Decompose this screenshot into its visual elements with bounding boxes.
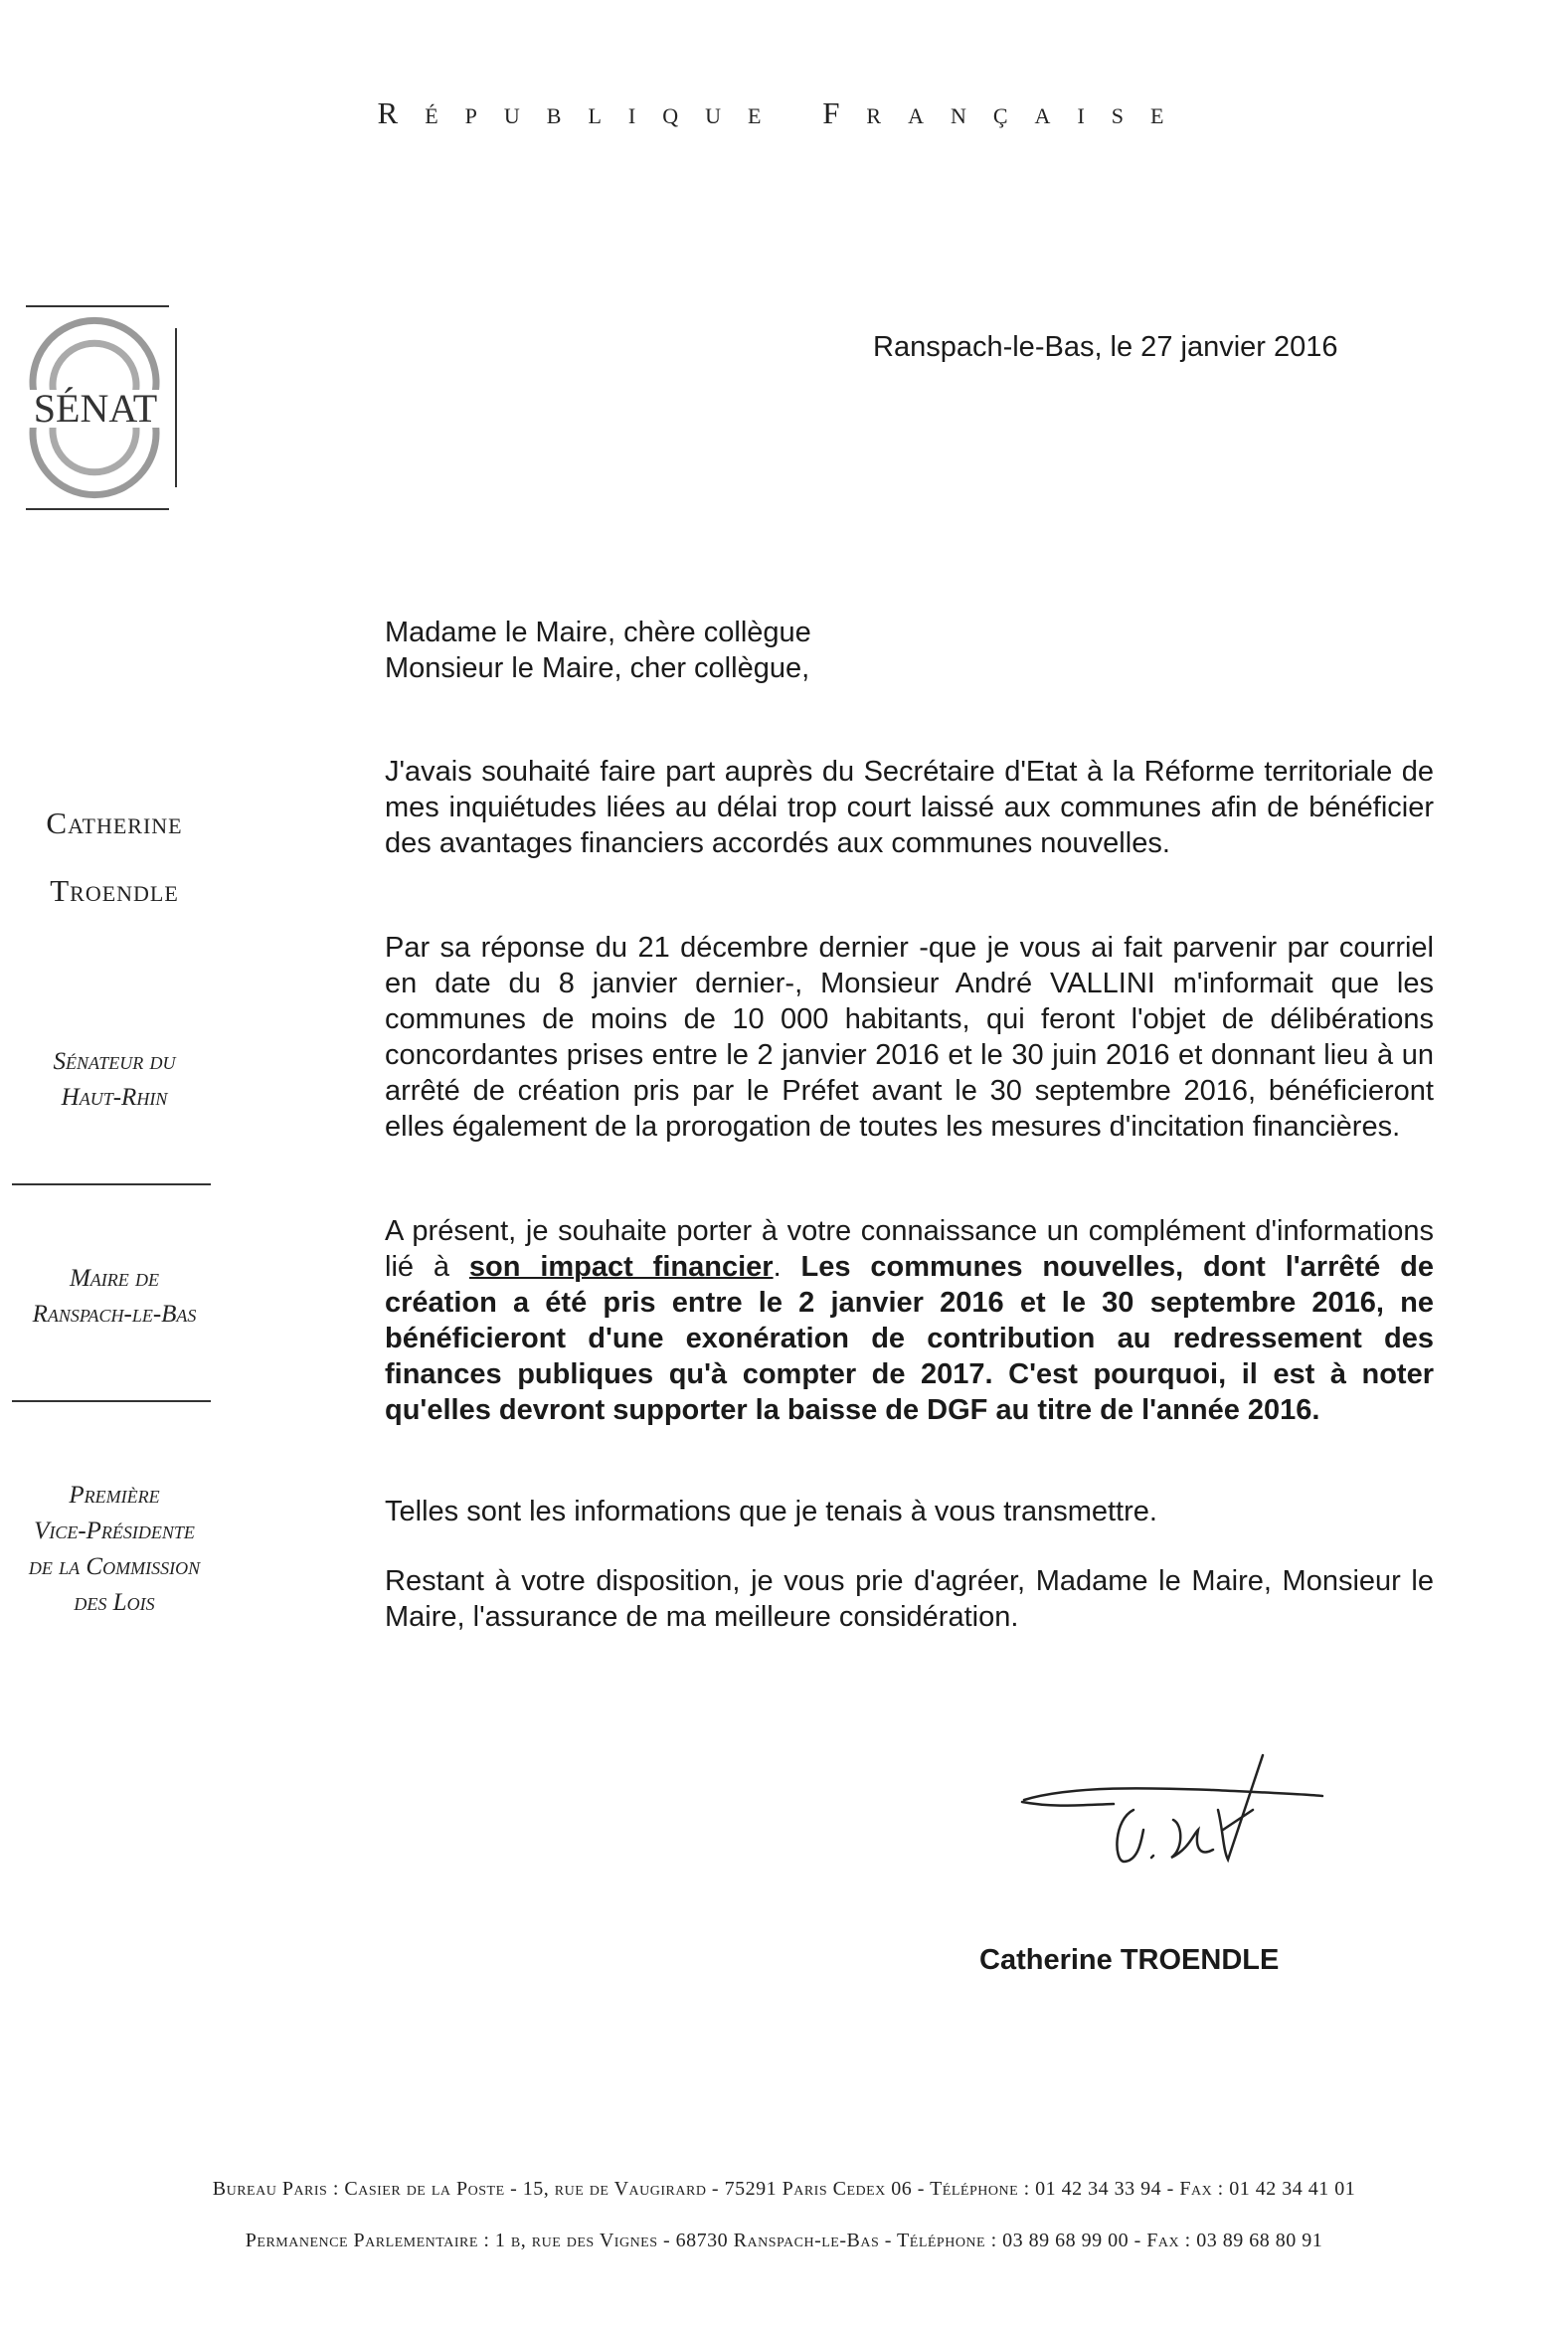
senat-logo-icon — [10, 298, 179, 512]
sidebar-last-name: Troendle — [50, 873, 179, 908]
paragraph-2: Par sa réponse du 21 décembre dernier -que je vous ai fait parvenir par courriel en date du 8 janvier dernier-, Monsieur André VALLINI m'informait que les communes de moins de 10 000 habitants, qui feront l'objet de délibérations concordantes prises entre le 2 janvier 2016 et le 30 juin 2016 et donnant lieu à un arrêté de création pris par le Préfet avant le 30 septembre 2016, bénéficieront elles également de la prorogation de toutes les mesures d'incitation financières. — [385, 932, 1434, 1143]
footer-paris-address: Bureau Paris : Casier de la Poste - 15, rue de Vaugirard - 75291 Paris Cedex 06 - Téléphone : 01 42 34 33 94 - Fax : 01 42 34 41 01 — [212, 2178, 1356, 2200]
sidebar-first-name: Catherine — [46, 805, 183, 840]
header-title: République Française — [377, 95, 1191, 130]
logo-text: SÉNAT — [33, 386, 158, 431]
signature-icon — [1014, 1750, 1332, 1879]
paragraph-3: A présent, je souhaite porter à votre connaissance un complément d'informations lié à son impact financier. Les communes nouvelles, dont l'arrêté de création a été pris entre le 2 janvier 2016 et le 30 septembre 2016, ne bénéficieront d'une exonération de contribution au redressement des finances publiques qu'à compter de 2017. C'est pourquoi, il est à noter qu'elles devront supporter la baisse de DGF au titre de l'année 2016. — [385, 1215, 1434, 1426]
salutation — [385, 615, 811, 686]
sidebar-role-maire: Maire de Ranspach-le-Bas — [32, 1265, 197, 1328]
date-line: Ranspach-le-Bas, le 27 janvier 2016 — [873, 331, 1338, 363]
bold-passage: Les communes nouvelles, dont l'arrêté de création a été pris entre le 2 janvier 2016 et le 30 septembre 2016, ne bénéficieront d'une exonération de contribution au redressement des finances publiques qu'à compter de 2017. C'est pourquoi, il est à noter qu'elles devront supporter la baisse de DGF au titre de l'année 2016. — [385, 1251, 1434, 1426]
paragraph-1: J'avais souhaité faire part auprès du Secrétaire d'Etat à la Réforme territoriale de mes inquiétudes liées au délai trop court laissé aux communes afin de bénéficier des avantages financiers accordés aux communes nouvelles. — [385, 756, 1434, 859]
signer-name: Catherine TROENDLE — [979, 1944, 1280, 1976]
footer-permanence-address: Permanence Parlementaire : 1 b, rue des Vignes - 68730 Ranspach-le-Bas - Téléphone : 03 89 68 99 00 - Fax : 03 89 68 80 91 — [245, 2230, 1323, 2251]
paragraph-4: Telles sont les informations que je tenais à vous transmettre. — [385, 1496, 1157, 1527]
sidebar-role-senateur: Sénateur du Haut-Rhin — [53, 1048, 176, 1111]
salutation-line-1: Madame le Maire, chère collègue — [385, 617, 811, 648]
underlined-phrase: son impact financier — [468, 1251, 774, 1283]
salutation-line-2: Monsieur le Maire, cher collègue, — [385, 652, 810, 684]
sidebar-divider — [12, 1400, 211, 1402]
sidebar-divider — [12, 1183, 211, 1185]
paragraph-5: Restant à votre disposition, je vous prie d'agréer, Madame le Maire, Monsieur le Maire, l'assurance de ma meilleure considération. — [385, 1565, 1434, 1633]
sidebar-role-commission: Première Vice-Présidente de la Commission des Lois — [28, 1482, 201, 1616]
